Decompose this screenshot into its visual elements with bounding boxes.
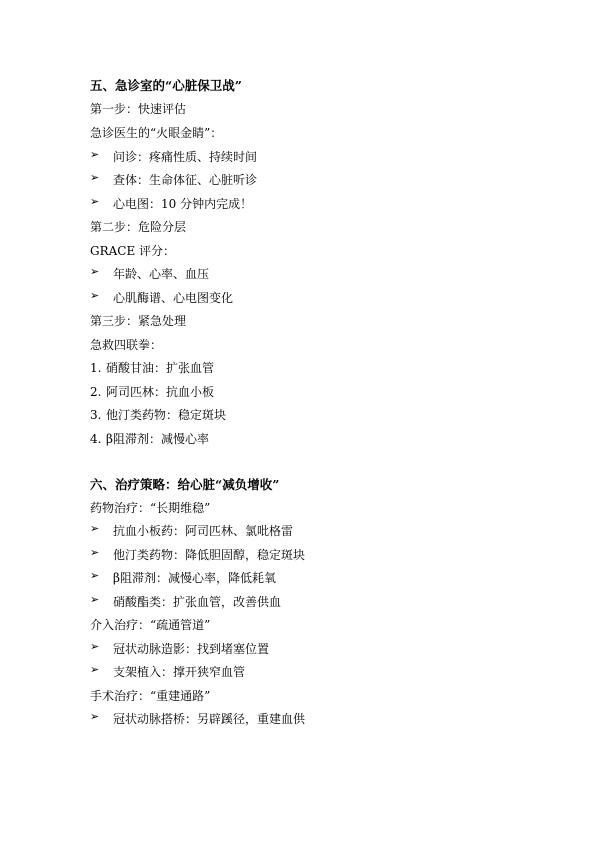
arrow-bullet-icon: ➢ [90,593,100,606]
list-item-text: 硝酸酯类：扩张血管，改善供血 [113,595,282,609]
item-text: 硝酸甘油：扩张血管 [106,361,215,375]
list-item-text: 问诊：疼痛性质、持续时间 [113,150,258,164]
arrow-bullet-icon: ➢ [90,522,100,535]
list-item-text: 冠状动脉造影：找到堵塞位置 [113,642,270,656]
item-text: 阿司匹林：抗血小板 [106,385,215,399]
arrow-bullet-icon: ➢ [90,265,100,278]
list-item-text: 抗血小板药：阿司匹林、氯吡格雷 [113,524,294,538]
item-text: β阻滞剂：减慢心率 [106,432,209,446]
list-item-text: 年龄、心率、血压 [113,267,210,281]
numbered-item [90,383,214,400]
item-number: 3. [90,408,102,422]
intervention-label: 介入治疗：“疏通管道” [90,618,211,632]
doctor-eyes-label: 急诊医生的“火眼金睛”： [90,126,223,140]
arrow-bullet-icon: ➢ [90,148,100,161]
list-item-text: 支架植入：撑开狭窄血管 [113,665,246,679]
item-number: 4. [90,432,102,446]
arrow-bullet-icon: ➢ [90,663,100,676]
numbered-item [90,359,214,376]
item-number: 2. [90,385,102,399]
drug-therapy-label: 药物治疗：“长期维稳” [90,501,211,515]
combo-label: 急救四联拳： [90,338,163,352]
section-6-title: 六、治疗策略：给心脏“减负增收” [90,477,280,492]
step-2-label: 第二步：危险分层 [90,220,187,234]
numbered-item [90,430,209,447]
step-3-label: 第三步：紧急处理 [90,314,187,328]
item-text: 他汀类药物：稳定斑块 [106,408,227,422]
arrow-bullet-icon: ➢ [90,171,100,184]
arrow-bullet-icon: ➢ [90,289,100,302]
arrow-bullet-icon: ➢ [90,710,100,723]
list-item-text: 冠状动脉搭桥：另辟蹊径，重建血供 [113,712,306,726]
surgery-label: 手术治疗：“重建通路” [90,689,211,703]
arrow-bullet-icon: ➢ [90,195,100,208]
list-item-text: 查体：生命体征、心脏听诊 [113,173,258,187]
section-5-title: 五、急诊室的“心脏保卫战” [90,78,242,93]
list-item-text: 他汀类药物：降低胆固醇，稳定斑块 [113,548,306,562]
list-item-text: β阻滞剂：减慢心率，降低耗氧 [113,571,276,585]
list-item-text: 心电图：10 分钟内完成！ [113,197,253,211]
arrow-bullet-icon: ➢ [90,569,100,582]
arrow-bullet-icon: ➢ [90,640,100,653]
arrow-bullet-icon: ➢ [90,546,100,559]
grace-label: GRACE 评分： [90,244,176,258]
step-1-label: 第一步：快速评估 [90,102,187,116]
list-item-text: 心肌酶谱、心电图变化 [113,291,234,305]
item-number: 1. [90,361,102,375]
numbered-item [90,406,226,423]
